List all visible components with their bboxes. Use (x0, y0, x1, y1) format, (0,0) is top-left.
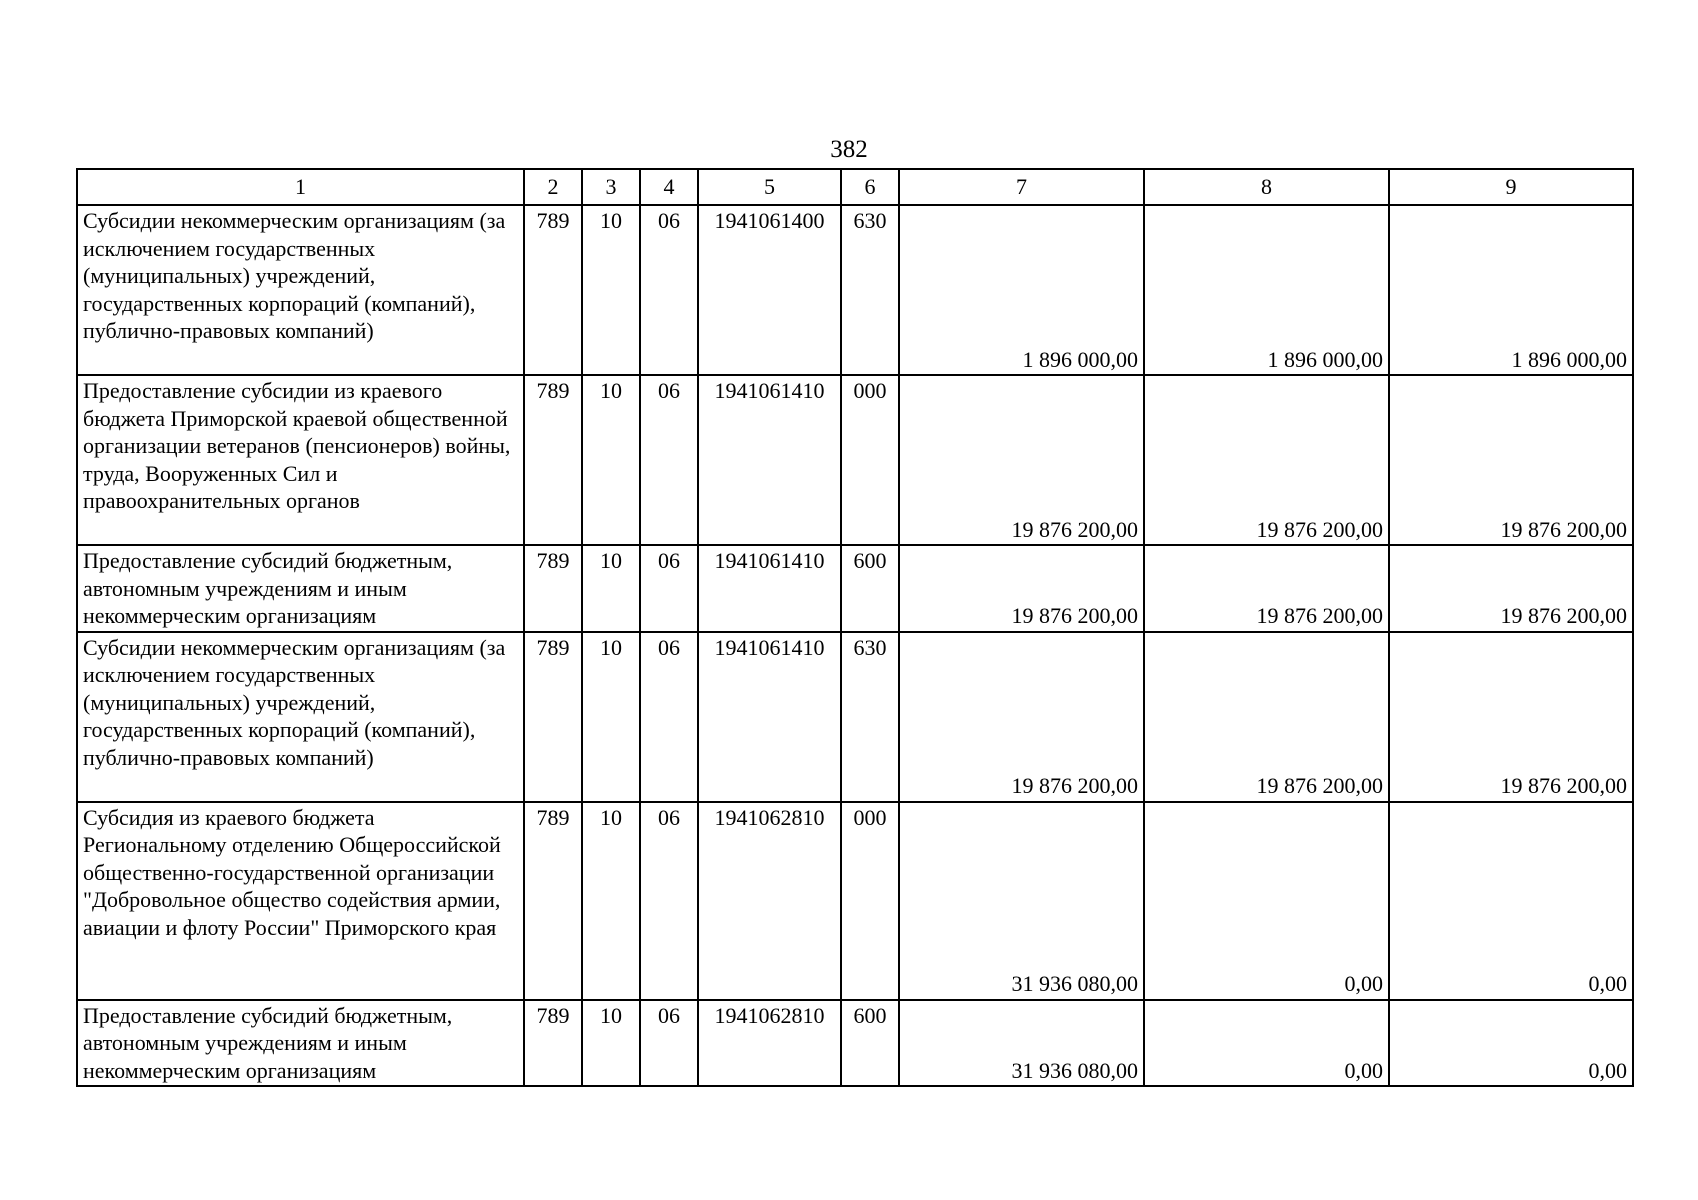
table-row (77, 632, 1633, 802)
amount-col-8: 19 876 200,00 (1144, 375, 1389, 545)
column-header: 4 (640, 169, 698, 205)
amount-col-8: 19 876 200,00 (1144, 545, 1389, 632)
expense-type-code: 000 (841, 802, 899, 1000)
column-header: 1 (77, 169, 524, 205)
subsection-code: 06 (640, 632, 698, 802)
row-name: Предоставление субсидии из краевого бюджета Приморской краевой общественной организации ветеранов (пенсионеров) войны, труда, Вооруженных Сил и правоохранительных органов (77, 375, 524, 545)
column-header: 5 (698, 169, 841, 205)
expense-type-code: 000 (841, 375, 899, 545)
section-code: 10 (582, 632, 640, 802)
ministry-code: 789 (524, 1000, 582, 1087)
amount-col-9: 0,00 (1389, 1000, 1633, 1087)
row-name: Предоставление субсидий бюджетным, автономным учреждениям и иным некоммерческим организациям (77, 545, 524, 632)
column-header: 2 (524, 169, 582, 205)
row-name: Предоставление субсидий бюджетным, автономным учреждениям и иным некоммерческим организациям (77, 1000, 524, 1087)
expense-type-code: 600 (841, 1000, 899, 1087)
subsection-code: 06 (640, 802, 698, 1000)
amount-col-7: 19 876 200,00 (899, 545, 1144, 632)
column-header: 7 (899, 169, 1144, 205)
column-header: 3 (582, 169, 640, 205)
amount-col-9: 19 876 200,00 (1389, 375, 1633, 545)
ministry-code: 789 (524, 545, 582, 632)
amount-col-8: 1 896 000,00 (1144, 205, 1389, 375)
amount-col-7: 19 876 200,00 (899, 632, 1144, 802)
section-code: 10 (582, 1000, 640, 1087)
table-row (77, 802, 1633, 1000)
subsection-code: 06 (640, 375, 698, 545)
section-code: 10 (582, 375, 640, 545)
amount-col-9: 19 876 200,00 (1389, 545, 1633, 632)
page-number: 382 (830, 136, 868, 163)
ministry-code: 789 (524, 205, 582, 375)
row-name: Субсидия из краевого бюджета Региональному отделению Общероссийской общественно-государственной организации "Добровольное общество содействия армии, авиации и флоту России" Приморского края (77, 802, 524, 1000)
budget-table (76, 168, 1634, 1087)
amount-col-9: 19 876 200,00 (1389, 632, 1633, 802)
target-code: 1941061410 (698, 632, 841, 802)
subsection-code: 06 (640, 545, 698, 632)
column-header: 8 (1144, 169, 1389, 205)
target-code: 1941061410 (698, 545, 841, 632)
target-code: 1941062810 (698, 1000, 841, 1087)
ministry-code: 789 (524, 375, 582, 545)
table-row (77, 1000, 1633, 1087)
amount-col-7: 1 896 000,00 (899, 205, 1144, 375)
amount-col-7: 19 876 200,00 (899, 375, 1144, 545)
table-header-row (77, 169, 1633, 205)
table-row (77, 545, 1633, 632)
row-name: Субсидии некоммерческим организациям (за исключением государственных (муниципальных) учреждений, государственных корпораций (компаний), публично-правовых компаний) (77, 205, 524, 375)
amount-col-9: 1 896 000,00 (1389, 205, 1633, 375)
target-code: 1941061410 (698, 375, 841, 545)
amount-col-7: 31 936 080,00 (899, 1000, 1144, 1087)
column-header: 6 (841, 169, 899, 205)
expense-type-code: 600 (841, 545, 899, 632)
section-code: 10 (582, 205, 640, 375)
amount-col-8: 0,00 (1144, 802, 1389, 1000)
row-name: Субсидии некоммерческим организациям (за исключением государственных (муниципальных) учреждений, государственных корпораций (компаний), публично-правовых компаний) (77, 632, 524, 802)
expense-type-code: 630 (841, 205, 899, 375)
ministry-code: 789 (524, 802, 582, 1000)
amount-col-7: 31 936 080,00 (899, 802, 1144, 1000)
subsection-code: 06 (640, 1000, 698, 1087)
ministry-code: 789 (524, 632, 582, 802)
column-header: 9 (1389, 169, 1633, 205)
expense-type-code: 630 (841, 632, 899, 802)
section-code: 10 (582, 802, 640, 1000)
amount-col-9: 0,00 (1389, 802, 1633, 1000)
amount-col-8: 0,00 (1144, 1000, 1389, 1087)
table-row (77, 205, 1633, 375)
subsection-code: 06 (640, 205, 698, 375)
section-code: 10 (582, 545, 640, 632)
table-row (77, 375, 1633, 545)
target-code: 1941061400 (698, 205, 841, 375)
amount-col-8: 19 876 200,00 (1144, 632, 1389, 802)
target-code: 1941062810 (698, 802, 841, 1000)
